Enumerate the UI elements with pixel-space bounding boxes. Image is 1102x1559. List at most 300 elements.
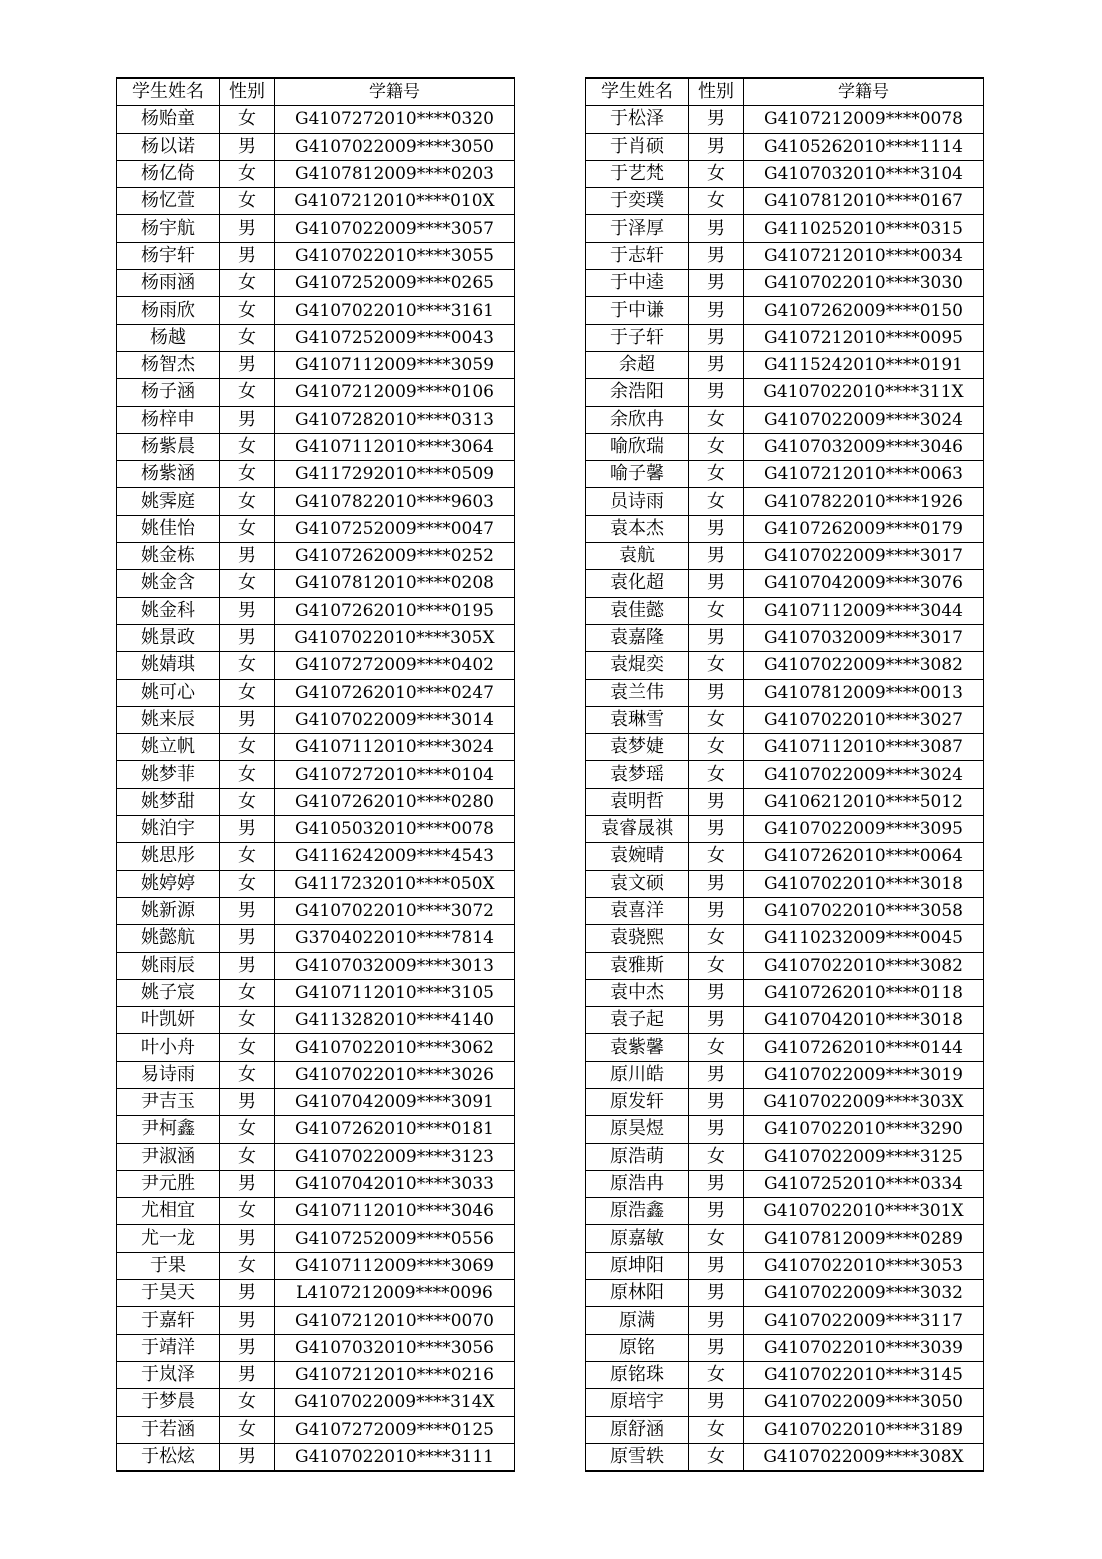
student-name-cell: 袁喜洋 [586,897,689,924]
gender-cell: 男 [689,106,744,133]
student-name-cell: 尹柯鑫 [117,1116,220,1143]
table-row [117,761,515,788]
gender-cell: 女 [220,297,275,324]
table-row [117,242,515,269]
student-id-cell: G4107212009****0106 [275,379,515,406]
gender-cell: 女 [220,1389,275,1416]
gender-cell: 男 [689,543,744,570]
table-row [117,816,515,843]
table-row [117,1034,515,1061]
student-id-cell: G4107022009****308X [744,1443,984,1471]
gender-cell: 女 [220,461,275,488]
gender-cell: 女 [220,1061,275,1088]
student-id-cell: G4107252010****0334 [744,1170,984,1197]
student-id-cell: G4107042010****3033 [275,1170,515,1197]
table-row [586,706,984,733]
table-row [586,160,984,187]
table-row [117,597,515,624]
student-id-cell: G4107032010****3056 [275,1334,515,1361]
gender-cell: 女 [220,1416,275,1443]
table-row [586,433,984,460]
student-id-cell: G4107022009****3095 [744,816,984,843]
student-name-cell: 于梦晨 [117,1389,220,1416]
student-id-cell: G4107022010****3072 [275,897,515,924]
student-id-cell: G4110232009****0045 [744,925,984,952]
gender-cell: 男 [689,1088,744,1115]
gender-cell: 男 [689,324,744,351]
student-id-cell: G4107212010****0216 [275,1361,515,1388]
student-id-cell: G4107032009****3017 [744,624,984,651]
student-id-cell: G4110252010****0315 [744,215,984,242]
table-row [586,761,984,788]
student-id-cell: G4107022009****3014 [275,706,515,733]
student-id-cell: G4107112010****3087 [744,734,984,761]
table-row [586,379,984,406]
gender-cell: 男 [220,1334,275,1361]
table-row [117,897,515,924]
gender-cell: 男 [220,624,275,651]
student-name-cell: 叶凯妍 [117,1007,220,1034]
table-row [586,1443,984,1471]
table-row [586,1170,984,1197]
student-id-cell: G4107212010****0034 [744,242,984,269]
gender-cell: 男 [689,351,744,378]
gender-cell: 女 [220,379,275,406]
table-row [117,1307,515,1334]
student-name-cell: 袁子起 [586,1007,689,1034]
student-name-cell: 于肖硕 [586,133,689,160]
table-row [586,1416,984,1443]
student-name-cell: 于昊天 [117,1280,220,1307]
table-row [586,952,984,979]
table-row [586,597,984,624]
student-id-cell: G4106212010****5012 [744,788,984,815]
gender-cell: 男 [220,1225,275,1252]
gender-cell: 女 [689,706,744,733]
student-id-cell: G4107022010****3030 [744,270,984,297]
student-name-cell: 叶小舟 [117,1034,220,1061]
student-id-cell: G4107022009****3050 [744,1389,984,1416]
student-name-cell: 原舒涵 [586,1416,689,1443]
gender-cell: 男 [220,543,275,570]
student-name-cell: 易诗雨 [117,1061,220,1088]
student-name-cell: 杨宇轩 [117,242,220,269]
header-row [117,78,515,106]
gender-cell: 女 [220,188,275,215]
student-name-cell: 于松泽 [586,106,689,133]
gender-cell: 女 [220,679,275,706]
student-table-right [585,77,984,1472]
student-id-cell: G4107262010****0118 [744,979,984,1006]
student-name-cell: 原林阳 [586,1280,689,1307]
student-name-cell: 于奕璞 [586,188,689,215]
student-name-cell: 杨亿倚 [117,160,220,187]
student-id-cell: G4115242010****0191 [744,351,984,378]
gender-cell: 女 [220,1198,275,1225]
student-name-cell: 原浩冉 [586,1170,689,1197]
gender-cell: 男 [689,870,744,897]
header-row [586,78,984,106]
student-name-cell: 原雪轶 [586,1443,689,1471]
student-name-cell: 于若涵 [117,1416,220,1443]
student-name-cell: 姚懿航 [117,925,220,952]
student-id-cell: G4107272009****0402 [275,652,515,679]
student-name-cell: 杨宇航 [117,215,220,242]
table-row [117,351,515,378]
header-gender: 性别 [220,78,275,106]
gender-cell: 男 [220,133,275,160]
table-row [586,351,984,378]
student-id-cell: G4107112009****3059 [275,351,515,378]
student-name-cell: 杨雨欣 [117,297,220,324]
student-name-cell: 袁明哲 [586,788,689,815]
student-name-cell: 姚可心 [117,679,220,706]
student-name-cell: 姚佳怡 [117,515,220,542]
gender-cell: 女 [220,106,275,133]
student-name-cell: 袁文硕 [586,870,689,897]
table-row [117,324,515,351]
student-name-cell: 原铭 [586,1334,689,1361]
table-row [117,1389,515,1416]
student-id-cell: G4117232010****050X [275,870,515,897]
student-id-cell: G4107022010****3082 [744,952,984,979]
gender-cell: 男 [689,1198,744,1225]
gender-cell: 男 [220,597,275,624]
student-id-cell: G4107022010****3290 [744,1116,984,1143]
student-id-cell: G4107252009****0265 [275,270,515,297]
gender-cell: 女 [220,433,275,460]
student-name-cell: 袁焜奕 [586,652,689,679]
gender-cell: 男 [689,1389,744,1416]
student-name-cell: 姚新源 [117,897,220,924]
student-id-cell: G4107822010****1926 [744,488,984,515]
gender-cell: 女 [220,515,275,542]
student-id-cell: G4107022010****3058 [744,897,984,924]
student-id-cell: G4107022009****3019 [744,1061,984,1088]
student-name-cell: 原浩鑫 [586,1198,689,1225]
student-id-cell: G4107252009****0043 [275,324,515,351]
gender-cell: 女 [220,1143,275,1170]
table-row [117,1198,515,1225]
gender-cell: 女 [689,488,744,515]
gender-cell: 女 [689,652,744,679]
student-name-cell: 袁梦瑶 [586,761,689,788]
student-name-cell: 杨越 [117,324,220,351]
gender-cell: 男 [689,979,744,1006]
student-id-cell: G4107022009****3024 [744,761,984,788]
student-name-cell: 杨贻童 [117,106,220,133]
student-name-cell: 袁佳懿 [586,597,689,624]
gender-cell: 男 [220,706,275,733]
table-row [117,1225,515,1252]
gender-cell: 女 [220,734,275,761]
table-row [117,706,515,733]
student-name-cell: 杨智杰 [117,351,220,378]
gender-cell: 男 [220,1088,275,1115]
header-gender: 性别 [689,78,744,106]
gender-cell: 男 [689,215,744,242]
table-row [586,788,984,815]
table-row [586,925,984,952]
student-id-cell: G4107042009****3091 [275,1088,515,1115]
student-name-cell: 袁雅斯 [586,952,689,979]
student-id-cell: G4107022009****3024 [744,406,984,433]
student-name-cell: 姚立帆 [117,734,220,761]
student-id-cell: G4107112010****3105 [275,979,515,1006]
table-row [117,1416,515,1443]
student-name-cell: 袁中杰 [586,979,689,1006]
table-row [117,925,515,952]
table-row [586,679,984,706]
student-name-cell: 袁梦婕 [586,734,689,761]
student-name-cell: 喻子馨 [586,461,689,488]
gender-cell: 男 [220,242,275,269]
table-row [117,1252,515,1279]
student-name-cell: 于岚泽 [117,1361,220,1388]
student-id-cell: G4107262010****0280 [275,788,515,815]
table-row [586,1198,984,1225]
gender-cell: 女 [689,952,744,979]
table-row [586,1143,984,1170]
gender-cell: 男 [220,1170,275,1197]
student-name-cell: 姚泊宇 [117,816,220,843]
gender-cell: 男 [689,1334,744,1361]
student-name-cell: 原川皓 [586,1061,689,1088]
student-name-cell: 杨以诺 [117,133,220,160]
student-id-cell: G4107112009****3069 [275,1252,515,1279]
table-row [117,1170,515,1197]
table-row [586,734,984,761]
student-id-cell: G4107022010****3111 [275,1443,515,1471]
student-id-cell: G4107042010****3018 [744,1007,984,1034]
table-row [117,160,515,187]
student-id-cell: G4107262010****0195 [275,597,515,624]
student-name-cell: 喻欣瑞 [586,433,689,460]
table-row [586,1061,984,1088]
student-name-cell: 袁兰伟 [586,679,689,706]
student-name-cell: 姚霁庭 [117,488,220,515]
student-id-cell: G4107112009****3044 [744,597,984,624]
student-name-cell: 袁紫馨 [586,1034,689,1061]
student-name-cell: 尹元胜 [117,1170,220,1197]
student-id-cell: G4107022010****3189 [744,1416,984,1443]
student-name-cell: 于嘉轩 [117,1307,220,1334]
student-name-cell: 杨紫晨 [117,433,220,460]
table-row [117,215,515,242]
gender-cell: 男 [689,624,744,651]
student-id-cell: G4107032009****3013 [275,952,515,979]
student-id-cell: G4107212010****010X [275,188,515,215]
student-name-cell: 于果 [117,1252,220,1279]
student-id-cell: G4107022009****3123 [275,1143,515,1170]
student-id-cell: G4107022009****3117 [744,1307,984,1334]
student-id-cell: G4107262009****0179 [744,515,984,542]
student-name-cell: 原铭珠 [586,1361,689,1388]
student-id-cell: L4107212009****0096 [275,1280,515,1307]
gender-cell: 女 [689,433,744,460]
student-name-cell: 原满 [586,1307,689,1334]
table-row [117,1143,515,1170]
table-row [586,270,984,297]
table-row [117,270,515,297]
table-row [117,133,515,160]
gender-cell: 男 [689,133,744,160]
student-id-cell: G4107022009****314X [275,1389,515,1416]
gender-cell: 女 [689,1225,744,1252]
gender-cell: 女 [220,788,275,815]
student-name-cell: 姚金科 [117,597,220,624]
student-name-cell: 姚婷婷 [117,870,220,897]
table-row [117,515,515,542]
table-row [117,979,515,1006]
student-id-cell: G4107272010****0320 [275,106,515,133]
gender-cell: 女 [220,1252,275,1279]
student-id-cell: G4107022009****3050 [275,133,515,160]
student-id-cell: G4107042009****3076 [744,570,984,597]
table-row [117,570,515,597]
student-name-cell: 尹吉玉 [117,1088,220,1115]
student-id-cell: G4117292010****0509 [275,461,515,488]
gender-cell: 女 [220,160,275,187]
gender-cell: 男 [220,1280,275,1307]
table-row [117,433,515,460]
table-row [117,870,515,897]
table-row [586,242,984,269]
gender-cell: 男 [689,515,744,542]
student-id-cell: G4107812009****0013 [744,679,984,706]
student-id-cell: G4107022010****3055 [275,242,515,269]
student-name-cell: 尤相宜 [117,1198,220,1225]
student-name-cell: 姚子宸 [117,979,220,1006]
student-name-cell: 原浩萌 [586,1143,689,1170]
table-row [117,1007,515,1034]
gender-cell: 女 [689,734,744,761]
table-row [586,843,984,870]
table-row [586,1252,984,1279]
gender-cell: 男 [689,297,744,324]
gender-cell: 女 [689,597,744,624]
gender-cell: 女 [220,1007,275,1034]
student-id-cell: G4107022010****311X [744,379,984,406]
student-name-cell: 于靖洋 [117,1334,220,1361]
student-name-cell: 于艺梵 [586,160,689,187]
gender-cell: 男 [689,1116,744,1143]
student-id-cell: G4107022009****303X [744,1088,984,1115]
table-row [117,461,515,488]
student-id-cell: G4107022010****3062 [275,1034,515,1061]
student-id-cell: G4107032010****3104 [744,160,984,187]
student-name-cell: 尤一龙 [117,1225,220,1252]
gender-cell: 男 [689,270,744,297]
table-row [586,624,984,651]
gender-cell: 男 [689,816,744,843]
table-row [117,952,515,979]
table-row [117,297,515,324]
student-name-cell: 员诗雨 [586,488,689,515]
table-row [117,1116,515,1143]
student-name-cell: 袁骁熙 [586,925,689,952]
gender-cell: 男 [220,1307,275,1334]
table-row [586,1034,984,1061]
table-row [586,188,984,215]
table-row [117,843,515,870]
gender-cell: 男 [220,406,275,433]
gender-cell: 女 [689,1361,744,1388]
gender-cell: 女 [689,925,744,952]
student-id-cell: G4107212010****0063 [744,461,984,488]
student-id-cell: G4107822010****9603 [275,488,515,515]
gender-cell: 男 [220,952,275,979]
table-row [117,106,515,133]
table-row [586,1088,984,1115]
student-id-cell: G4107022010****3027 [744,706,984,733]
gender-cell: 男 [220,925,275,952]
table-row [586,870,984,897]
student-id-cell: G4107022009****3057 [275,215,515,242]
gender-cell: 男 [220,215,275,242]
student-name-cell: 姚金栋 [117,543,220,570]
student-id-cell: G4107022010****3161 [275,297,515,324]
student-id-cell: G4105262010****1114 [744,133,984,160]
table-row [586,1225,984,1252]
gender-cell: 男 [220,897,275,924]
student-name-cell: 杨雨涵 [117,270,220,297]
student-id-cell: G4105032010****0078 [275,816,515,843]
table-row [117,188,515,215]
gender-cell: 女 [689,1143,744,1170]
table-row [586,515,984,542]
student-id-cell: G4107262010****0181 [275,1116,515,1143]
table-row [586,488,984,515]
student-name-cell: 尹淑涵 [117,1143,220,1170]
student-id-cell: G4107022010****3053 [744,1252,984,1279]
student-name-cell: 姚梦菲 [117,761,220,788]
student-id-cell: G4113282010****4140 [275,1007,515,1034]
gender-cell: 女 [220,1034,275,1061]
student-id-cell: G4107272009****0125 [275,1416,515,1443]
header-student-id: 学籍号 [275,78,515,106]
student-id-cell: G4116242009****4543 [275,843,515,870]
table-row [117,734,515,761]
student-id-cell: G3704022010****7814 [275,925,515,952]
student-id-cell: G4107022010****305X [275,624,515,651]
table-row [117,379,515,406]
table-row [117,1443,515,1471]
gender-cell: 男 [220,816,275,843]
gender-cell: 女 [689,461,744,488]
gender-cell: 女 [220,652,275,679]
student-name-cell: 杨子涵 [117,379,220,406]
gender-cell: 男 [689,679,744,706]
table-row [586,324,984,351]
student-id-cell: G4107022009****3017 [744,543,984,570]
student-id-cell: G4107262010****0064 [744,843,984,870]
gender-cell: 男 [689,1280,744,1307]
table-row [117,679,515,706]
student-name-cell: 袁本杰 [586,515,689,542]
student-name-cell: 姚雨辰 [117,952,220,979]
student-id-cell: G4107812009****0289 [744,1225,984,1252]
gender-cell: 女 [220,843,275,870]
student-name-cell: 姚梦甜 [117,788,220,815]
table-row [586,1007,984,1034]
student-name-cell: 袁航 [586,543,689,570]
table-row [586,979,984,1006]
gender-cell: 女 [689,406,744,433]
student-id-cell: G4107272010****0104 [275,761,515,788]
student-name-cell: 姚金含 [117,570,220,597]
table-row [586,543,984,570]
